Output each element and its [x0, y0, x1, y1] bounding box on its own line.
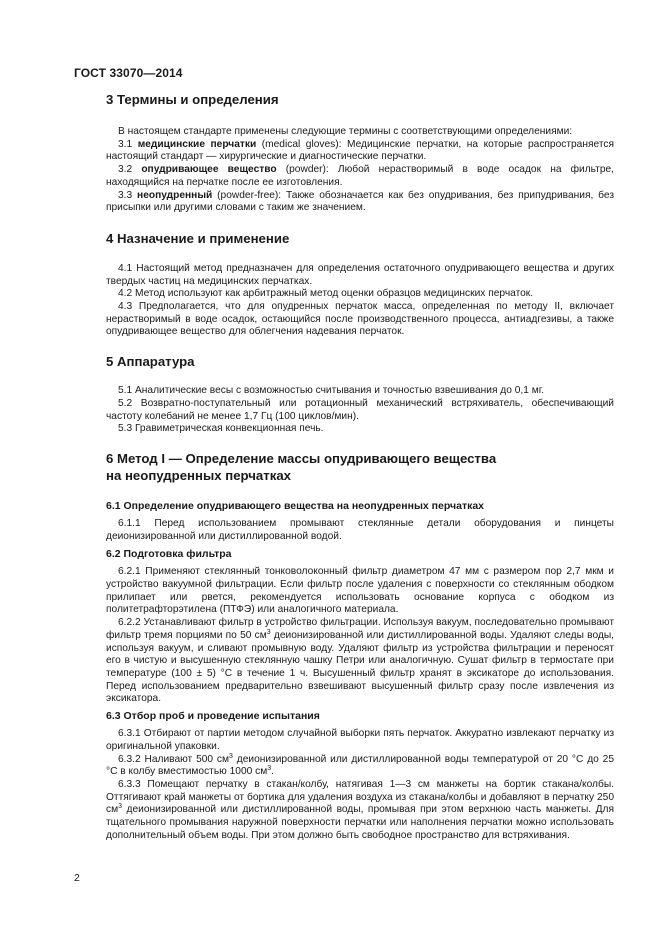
subsection-6-1-title: 6.1 Определение опудривающего вещества на неопудренных перчатках — [106, 499, 485, 512]
paragraph-6-3-3 — [106, 779, 614, 843]
paragraph-6-3-3-part1: 6.3.3 Помещают перчатку в стакан/колбу, натягивая 1—3 см манжеты на бортик стакана/колбы. Оттягивают край манжеты от бортика для удаления воздуха из стакана/колбы и добавляют в перчатку 250 см — [106, 778, 614, 816]
section-5-title: 5 Аппаратура — [106, 354, 195, 370]
paragraph-6-3-2-part3: . — [271, 766, 274, 778]
paragraph-6-3-3-part2: деионизированной или дистиллированной воды, промывая при этом верхнюю часть манжеты. Для тщательного промывания наружной поверхности перчатки или наполнения перчатки можно использовать дополнительный объем воды. При этом должно быть свободное пространство для встряхивания. — [106, 804, 614, 841]
superscript-3: 3 — [267, 765, 272, 773]
term-3-2 — [106, 164, 614, 189]
superscript-3: 3 — [118, 803, 123, 811]
section-3-title: 3 Термины и определения — [106, 92, 279, 107]
term-3-3-term: неопудренный — [137, 189, 213, 201]
paragraph-6-2-1: 6.2.1 Применяют стеклянный тонковолоконный фильтр диаметром 47 мм с размером пор 2,7 мкм и устройство вакуумной фильтрации. Если фильтр после удаления с поверхности со стеклянным ободком прилипает или рвется, рекомендуется использовать основание корпуса с ободком из политетрафторэтилена (ПТФЭ) или аналогичного материала. — [106, 566, 614, 616]
term-3-3-definition: (powder-free): Также обозначается как без опудривания, без припудривания, без присыпки или другими словами с таким же значением. — [106, 189, 615, 214]
term-3-1-definition: (medical gloves): Медицинские перчатки, на которые распространяется настоящий стандарт — хирургические и диагностические перчатки. — [106, 138, 614, 163]
section-4-title: 4 Назначение и применение — [106, 230, 290, 246]
term-3-2-term: опудривающее вещество — [141, 164, 277, 176]
term-3-3 — [106, 190, 614, 215]
paragraph-6-3-1: 6.3.1 Отбирают от партии методом случайной выборки пять перчаток. Аккуратно извлекают перчатку из оригинальной упаковки. — [106, 728, 614, 752]
paragraph-6-3-2-part2: деионизированной или дистиллированной воды температурой от 20 °С до 25 °С в колбу вместимостью 1000 см — [106, 753, 614, 778]
term-3-2-number: 3.2 — [118, 164, 142, 176]
paragraph-6-1-1: 6.1.1 Перед использованием промывают стеклянные детали оборудования и пинцеты деионизированной или дистиллированной водой. — [106, 517, 614, 542]
section-6-title-line2: на неопудренных перчатках — [106, 467, 291, 483]
paragraph-4-3: 4.3 Предполагается, что для опудренных перчаток масса, определенная по методу II, включает нерастворимый в воде осадок, остающийся после производственного процесса, антиадгезивы, а также опудривающее вещество для облегчения надевания перчаток. — [106, 301, 614, 338]
paragraph-6-3-2 — [106, 754, 614, 779]
paragraph-6-2-2 — [106, 617, 614, 706]
section-6-title — [106, 450, 614, 484]
paragraph-4-1: 4.1 Настоящий метод предназначен для определения остаточного опудривающего вещества и других твердых частиц на медицинских перчатках. — [106, 262, 614, 287]
term-3-1 — [106, 139, 614, 164]
section-6-title-line1: 6 Метод I — Определение массы опудривающего вещества — [106, 450, 497, 466]
superscript-3: 3 — [266, 628, 271, 636]
subsection-6-3-title: 6.3 Отбор проб и проведение испытания — [106, 710, 320, 723]
term-3-3-number: 3.3 — [118, 189, 138, 201]
paragraph-5-2: 5.2 Возвратно-поступательный или ротационный механический встряхиватель, обеспечивающий частоту колебаний не менее 1,7 Гц (100 циклов/мин). — [106, 397, 614, 422]
paragraph-4-2: 4.2 Метод используют как арбитражный метод оценки образцов медицинских перчаток. — [118, 288, 534, 300]
page-content — [106, 90, 614, 842]
page-number: 2 — [74, 872, 80, 884]
subsection-6-2-title: 6.2 Подготовка фильтра — [106, 548, 232, 561]
superscript-3: 3 — [229, 752, 233, 760]
paragraph-5-3: 5.3 Гравиметрическая конвекционная печь. — [118, 423, 324, 435]
section-3-intro: В настоящем стандарте применены следующие термины с соответствующими определениями: — [118, 126, 573, 137]
document-header: ГОСТ 33070—2014 — [74, 66, 183, 80]
term-3-1-number: 3.1 — [118, 138, 138, 150]
paragraph-6-2-2-part1: 6.2.2 Устанавливают фильтр в устройство фильтрации. Используя вакуум, последовательно промывают фильтр тремя порциями по 50 см — [106, 617, 614, 641]
paragraph-5-1: 5.1 Аналитические весы с возможностью считывания и точностью взвешивания до 0,1 мг. — [118, 385, 545, 397]
paragraph-6-3-2-part1: 6.3.2 Наливают 500 см — [118, 753, 230, 765]
term-3-1-term: медицинские перчатки — [137, 138, 257, 150]
term-3-2-definition: (powder): Любой нерастворимый в воде осадок на фильтре, находящийся на перчатке после ее изготовления. — [106, 164, 615, 188]
paragraph-6-2-2-part2: деионизированной или дистиллированной воды. Удаляют следы воды, используя вакуум, и сливают промывную воду. Удаляют фильтр из устройства фильтрации и переносят его в чистую и высушенную стеклянную чашку Петри или аналогичную. Сушат фильтр в термостате при температуре (100 ± 5) °С в течение 1 ч. Высушенный фильтр хранят в эксикаторе до использования. Перед использованием предварительно взвешивают высушенный фильтр сразу после извлечения из эксикатора. — [106, 629, 614, 705]
